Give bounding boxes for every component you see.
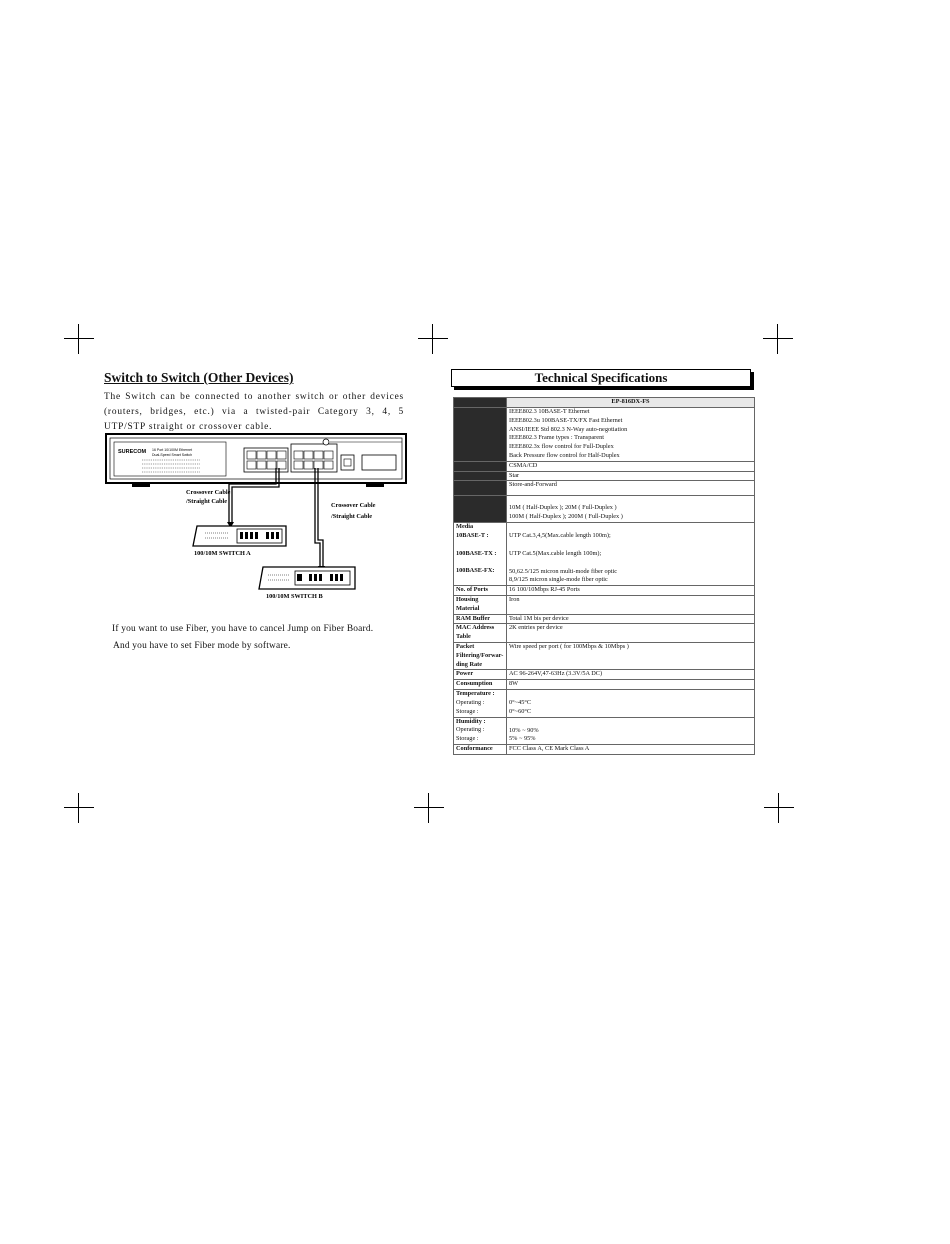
table-row: Consumption 8W (454, 680, 755, 690)
switch-b (259, 567, 355, 589)
table-row: Temperature : Operating : Storage : 0°~45°C 0°~60°C (454, 689, 755, 717)
table-row: Power AC 96-264V,47-63Hz (3.3V/5A DC) (454, 670, 755, 680)
table-row: 10M ( Half-Duplex ); 20M ( Full-Duplex ) 100M ( Half-Duplex ); 200M ( Full-Duplex ) (454, 496, 755, 523)
switch-a (193, 526, 286, 546)
spec-table (453, 397, 755, 755)
table-row: MAC Address Table 2K entries per device (454, 624, 755, 643)
brand-text: SURECOM (118, 449, 147, 455)
svg-text:Dual-Speed Smart Switch: Dual-Speed Smart Switch (152, 453, 193, 457)
table-row (454, 398, 755, 408)
intro-paragraph: The Switch can be connected to another switch or other devices (routers, bridges, etc.) via a twisted-pair Category 3, 4, 5 UTP/STP straight or crossover cable. (104, 392, 404, 432)
svg-text:16 Port 10/100M Ethernet: 16 Port 10/100M Ethernet (152, 448, 193, 452)
table-row: RAM Buffer Total 1M bis per device (454, 614, 755, 624)
table-row: Star (454, 471, 755, 481)
cable-label-2: Crossover Cable (331, 502, 376, 509)
spec-title: Technical Specifications (451, 369, 751, 387)
table-row: Packet Filtering/Forwar- ding Rate Wire speed per port ( for 100Mbps & 10Mbps ) (454, 642, 755, 669)
table-row: Housing Material Iron (454, 595, 755, 614)
fiber-note-2: And you have to set Fiber mode by software. (113, 641, 291, 651)
model-header: EP-816DX-FS (507, 398, 755, 408)
table-row: Humidity : Operating : Storage : 10% ~ 90% 5% ~ 95% (454, 717, 755, 745)
switch-b-label: 100/10M SWITCH B (266, 593, 323, 600)
table-row: Store-and-Forward (454, 481, 755, 496)
main-switch-unit (106, 434, 406, 487)
table-row: Media 10BASE-T : 100BASE-TX : 100BASE-FX: UTP Cat.3,4,5(Max.cable length 100m); UTP Cat.5(Max.cable length 100m); 50,62.5/125 micron multi-mode fiber optic 8,9/125 micron single-mode fiber optic (454, 522, 755, 585)
table-row: No. of Ports 16 100/10Mbps RJ-45 Ports (454, 586, 755, 596)
table-row: IEEE802.3 10BASE-T Ethernet IEEE802.3u 100BASE-TX/FX Fast Ethernet ANSI/IEEE Std 802.3 N-Way auto-negotiation IEEE802.3 Frame types : Transparent IEEE802.3x flow control for Full-Duplex Back Pressure flow control for Half-Duplex (454, 408, 755, 462)
table-row: Conformance FCC Class A, CE Mark Class A (454, 745, 755, 755)
switch-a-label: 100/10M SWITCH A (194, 550, 251, 557)
cable-label-1b: /Straight Cable (186, 498, 228, 505)
cable-label-1: Crossover Cable (186, 489, 231, 496)
fiber-note-1: If you want to use Fiber, you have to cancel Jump on Fiber Board. (112, 624, 374, 634)
table-row: CSMA/CD (454, 461, 755, 471)
section-title: Switch to Switch (Other Devices) (104, 370, 294, 385)
cable-label-2b: /Straight Cable (331, 513, 373, 520)
